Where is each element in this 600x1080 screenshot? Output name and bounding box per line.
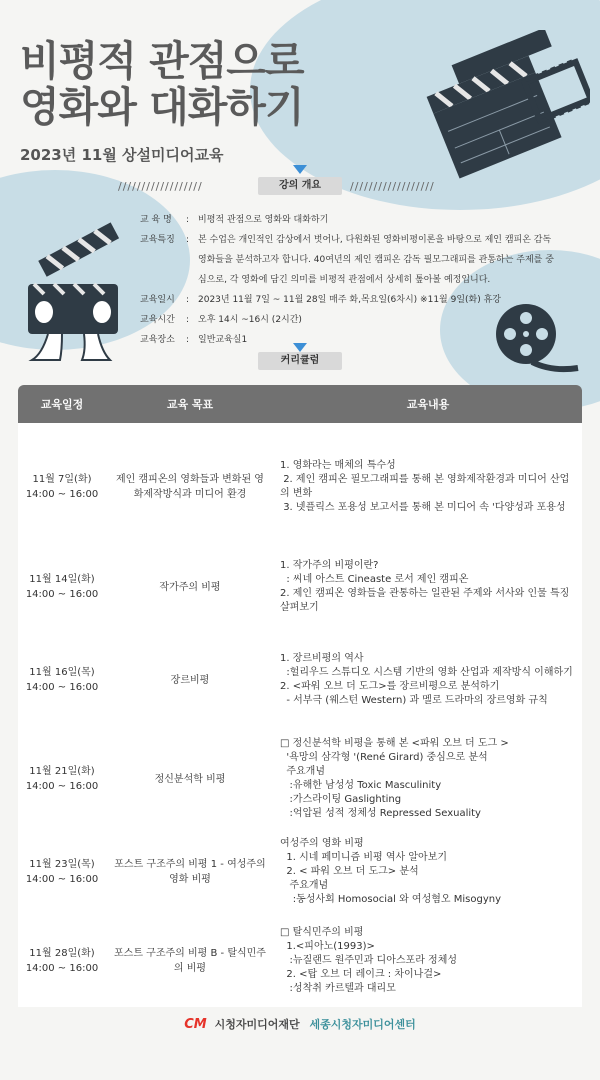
info-row <box>140 330 580 350</box>
schedule-cell <box>18 572 106 602</box>
overview-section-label: 강의 개요 <box>258 177 342 195</box>
table-row <box>18 829 582 915</box>
content-line: 주요개념 <box>280 766 325 777</box>
content-line: 2. 제인 캠피온 필모그래피를 통해 본 영화제작환경과 미디어 산업의 변화 <box>280 474 570 499</box>
info-row <box>140 210 580 230</box>
info-row <box>140 270 580 290</box>
curriculum-section-label: 커리큘럼 <box>258 352 342 370</box>
content-cell <box>274 926 582 996</box>
foundation-name: 시청자미디어재단 <box>214 1018 300 1031</box>
info-colon: : <box>186 315 190 325</box>
content-line: 1. 장르비평의 역사 <box>280 653 364 664</box>
schedule-cell <box>18 857 106 887</box>
info-label <box>140 250 186 270</box>
table-row <box>18 729 582 829</box>
goal-cell: 포스트 구조주의 비평 B - 탈식민주의 비평 <box>114 948 266 974</box>
title-line-2: 영화와 대화하기 <box>20 83 304 131</box>
curriculum-table <box>18 385 582 1007</box>
content-line: 1. 작가주의 비평이란? <box>280 560 379 571</box>
content-line: :유해한 남성성 Toxic Masculinity <box>280 780 442 791</box>
table-row <box>18 631 582 729</box>
content-line: :동성사회 Homosocial 와 여성혐오 Misogyny <box>280 894 502 905</box>
goal-cell: 작가주의 비평 <box>159 581 221 593</box>
info-row <box>140 250 580 270</box>
content-line: 2. < 파워 오브 더 도그> 분석 <box>280 866 419 877</box>
info-label: 교육특징 <box>140 235 175 245</box>
content-cell <box>274 459 582 515</box>
content-line: '욕망의 삼각형 '(René Girard) 중심으로 분석 <box>280 752 488 763</box>
content-line: :성착취 카르텔과 대리모 <box>280 983 396 994</box>
info-value: 오후 14시 ~16시 (2시간) <box>198 315 302 325</box>
dashed-divider-left: ////////////////// <box>118 180 203 193</box>
table-row <box>18 431 582 543</box>
session-date: 11월 14일(화) <box>29 574 95 585</box>
content-cell <box>274 737 582 821</box>
info-value: 2023년 11월 7일 ~ 11월 28일 매주 화,목요일(6차시) ※11월 9일(화) 휴강 <box>198 295 501 305</box>
info-label <box>140 270 186 290</box>
column-header-content: 교육내용 <box>406 398 450 411</box>
session-date: 11월 23일(목) <box>29 859 95 870</box>
foundation-logo: CM <box>184 1017 207 1032</box>
content-line: :가스라이팅 Gaslighting <box>280 794 402 805</box>
content-cell <box>274 837 582 907</box>
content-line: - 서부극 (웨스턴 Western) 과 멜로 드라마의 장르영화 규칙 <box>280 695 548 706</box>
info-colon: : <box>186 295 190 305</box>
schedule-cell <box>18 764 106 794</box>
center-name: 세종시청자미디어센터 <box>309 1018 416 1031</box>
content-cell <box>274 559 582 615</box>
dashed-divider-right: ////////////////// <box>350 180 435 193</box>
table-row <box>18 543 582 631</box>
info-row <box>140 230 580 250</box>
course-info <box>140 210 580 350</box>
content-line: 2. 제인 캠피온 영화들을 관통하는 일관된 주제와 서사와 인물 특징 살펴보기 <box>280 588 573 613</box>
content-line: :뉴질랜드 원주민과 디아스포라 정체성 <box>280 955 458 966</box>
schedule-cell <box>18 472 106 502</box>
content-line: 2. <탑 오브 더 레이크 : 차이나걸> <box>280 969 442 980</box>
info-row <box>140 290 580 310</box>
content-line: 1. 시네 페미니즘 비평 역사 알아보기 <box>280 852 448 863</box>
info-label: 교육일시 <box>140 295 175 305</box>
goal-cell: 정신분석학 비평 <box>154 773 226 785</box>
info-value: 본 수업은 개인적인 감상에서 벗어나, 다원화된 영화비평이론을 바탕으로 제인 캠피온 감독 <box>198 235 552 245</box>
page-subtitle: 2023년 11월 상설미디어교육 <box>20 146 224 164</box>
session-date: 11월 16일(목) <box>29 667 95 678</box>
content-cell <box>274 652 582 708</box>
content-line: 여성주의 영화 비평 <box>280 838 364 849</box>
content-line: 1. 영화라는 매체의 특수성 <box>280 460 396 471</box>
goal-cell: 포스트 구조주의 비평 1 - 여성주의 영화 비평 <box>114 859 266 885</box>
clapperboard-illustration <box>410 30 590 180</box>
content-line: :억압된 성적 정체성 Repressed Sexuality <box>280 808 481 819</box>
table-row <box>18 915 582 1007</box>
session-time: 14:00 ~ 16:00 <box>25 589 99 600</box>
footer <box>0 1016 600 1032</box>
session-time: 14:00 ~ 16:00 <box>25 489 99 500</box>
content-line: 주요개념 <box>280 880 329 891</box>
content-line: : 씨네 아스트 Cineaste 로서 제인 캠피온 <box>280 574 469 585</box>
info-colon: : <box>186 235 190 245</box>
schedule-cell <box>18 946 106 976</box>
content-line: 1.<피아노(1993)> <box>280 941 375 952</box>
info-label: 교육장소 <box>140 335 175 345</box>
content-line: □ 정신분석학 비평을 통해 본 <파워 오브 더 도그 > <box>280 738 509 749</box>
column-header-goal: 교육 목표 <box>166 398 214 411</box>
session-time: 14:00 ~ 16:00 <box>25 963 99 974</box>
info-colon: : <box>186 335 190 345</box>
goal-cell: 제인 캠피온의 영화들과 변화된 영화제작방식과 미디어 환경 <box>116 474 264 500</box>
info-value: 일반교육실1 <box>198 335 248 345</box>
session-time: 14:00 ~ 16:00 <box>25 682 99 693</box>
table-header <box>18 385 582 423</box>
content-line: :헐리우드 스튜디오 시스템 기반의 영화 산업과 제작방식 이해하기 <box>280 667 573 678</box>
column-header-schedule: 교육일정 <box>40 398 84 411</box>
triangle-marker-icon <box>293 165 307 174</box>
session-time: 14:00 ~ 16:00 <box>25 781 99 792</box>
title-line-1: 비평적 관점으로 <box>20 37 304 85</box>
content-line: □ 탈식민주의 비평 <box>280 927 364 938</box>
session-date: 11월 7일(화) <box>32 474 92 485</box>
table-body <box>18 423 582 1007</box>
content-line: 3. 넷플릭스 포용성 보고서를 통해 본 미디어 속 '다양성과 포용성 <box>280 502 566 513</box>
session-time: 14:00 ~ 16:00 <box>25 874 99 885</box>
mascot-clapperboard-illustration <box>14 220 134 370</box>
info-row <box>140 310 580 330</box>
schedule-cell <box>18 665 106 695</box>
page-title <box>20 38 304 130</box>
info-label: 교 육 명 <box>140 215 172 225</box>
session-date: 11월 28일(화) <box>29 948 95 959</box>
info-colon: : <box>186 215 190 225</box>
info-label: 교육시간 <box>140 315 175 325</box>
info-value: 비평적 관점으로 영화와 대화하기 <box>198 215 329 225</box>
content-line: 2. <파워 오브 더 도그>를 장르비평으로 분석하기 <box>280 681 500 692</box>
goal-cell: 장르비평 <box>170 674 210 686</box>
info-value: 심으로, 각 영화에 담긴 의미를 비평적 관점에서 상세히 톺아볼 예정입니다. <box>198 275 491 285</box>
triangle-marker-icon <box>293 343 307 352</box>
session-date: 11월 21일(화) <box>29 766 95 777</box>
info-value: 영화들을 분석하고자 합니다. 40여년의 제인 캠피온 감독 필모그래피를 관통하는 주제를 중 <box>198 255 554 265</box>
